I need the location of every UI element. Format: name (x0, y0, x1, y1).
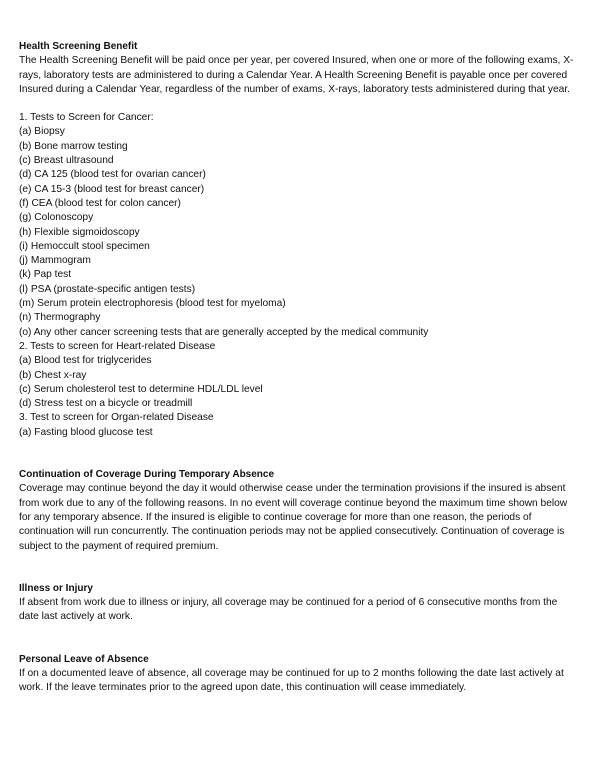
personal-leave-heading: Personal Leave of Absence (19, 653, 149, 665)
list-item: 1. Tests to Screen for Cancer: (19, 112, 154, 124)
list-item: (e) CA 15-3 (blood test for breast cancer) (19, 183, 205, 195)
illness-heading: Illness or Injury (19, 582, 93, 594)
list-item: (a) Blood test for triglycerides (19, 355, 152, 367)
screening-tests-list (19, 111, 579, 440)
continuation-heading: Continuation of Coverage During Temporary Absence (19, 469, 275, 481)
list-item: (k) Pap test (19, 269, 72, 281)
list-item: 3. Test to screen for Organ-related Disease (19, 412, 214, 424)
list-item: (o) Any other cancer screening tests that are generally accepted by the medical community (19, 326, 429, 338)
list-item: (d) Stress test on a bicycle or treadmill (19, 398, 193, 410)
list-item: (b) Chest x-ray (19, 369, 87, 381)
document-page (19, 40, 579, 696)
list-item: (j) Mammogram (19, 255, 91, 267)
illness-paragraph: If absent from work due to illness or injury, all coverage may be continued for a period of 6 consecutive months from the date last actively at work. (19, 597, 558, 623)
personal-leave-section (19, 653, 579, 696)
list-item: (l) PSA (prostate-specific antigen tests) (19, 283, 196, 295)
personal-leave-paragraph: If on a documented leave of absence, all coverage may be continued for up to 2 months following the date last actively at work. If the leave terminates prior to the agreed upon date, this continuation will cease immediately. (19, 667, 564, 694)
health-screening-heading: Health Screening Benefit (19, 41, 138, 52)
list-item: (c) Breast ultrasound (19, 155, 114, 167)
illness-section (19, 582, 579, 625)
list-item: (n) Thermography (19, 312, 101, 324)
list-item: (g) Colonoscopy (19, 212, 94, 224)
list-item: (m) Serum protein electrophoresis (blood test for myeloma) (19, 298, 286, 310)
continuation-paragraph: Coverage may continue beyond the day it would otherwise cease under the termination provisions if the insured is absent from work due to any of the following reasons. In no event will coverage continue beyond the maximum time shown below for any temporary absence. If the insured is eligible to continue coverage for more than one reason, the periods of continuation will run concurrently. The continuation periods may not be applied consecutively. Continuation of coverage is subject to the payment of required premium. (19, 483, 568, 552)
list-item: (d) CA 125 (blood test for ovarian cancer) (19, 169, 206, 181)
list-item: (h) Flexible sigmoidoscopy (19, 226, 140, 238)
health-screening-paragraph: The Health Screening Benefit will be paid once per year, per covered Insured, when one or more of the following exams, X-rays, laboratory tests are administered to during a Calendar Year. A Health Screening Benefit is payable once per covered Insured during a Calendar Year, regardless of the number of exams, X-rays, laboratory tests administered during that year. (19, 55, 574, 95)
list-item: (f) CEA (blood test for colon cancer) (19, 197, 181, 209)
list-item: (a) Fasting blood glucose test (19, 426, 153, 438)
list-item: 2. Tests to screen for Heart-related Disease (19, 340, 216, 352)
list-item: (i) Hemoccult stool specimen (19, 240, 150, 252)
list-item: (c) Serum cholesterol test to determine HDL/LDL level (19, 383, 263, 395)
list-item: (a) Biopsy (19, 126, 65, 138)
health-screening-section (19, 40, 579, 440)
continuation-section (19, 468, 579, 554)
list-item: (b) Bone marrow testing (19, 140, 128, 152)
